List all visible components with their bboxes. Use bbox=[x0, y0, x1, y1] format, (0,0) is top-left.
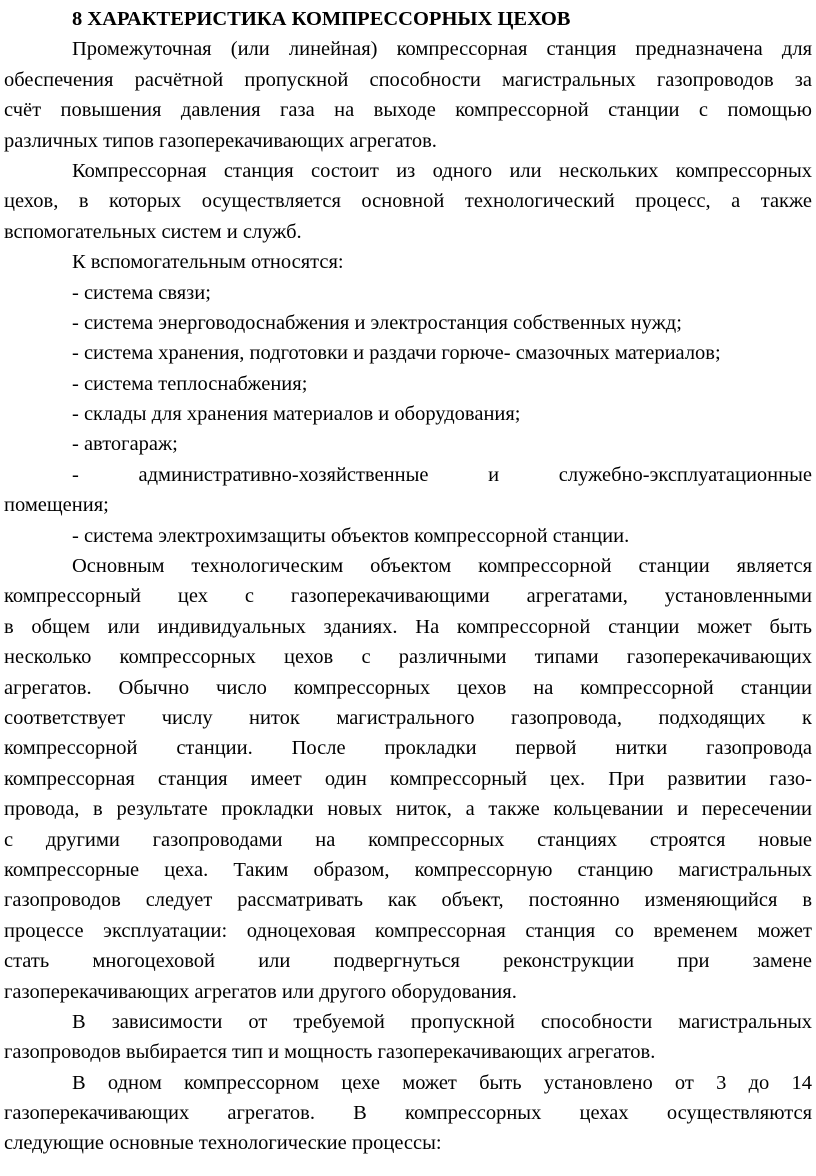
text-line: газопроводов следует рассматривать как объект, постоянно изменяющийся в bbox=[4, 889, 812, 912]
text-line: помещения; bbox=[4, 494, 109, 517]
text-line: - административно-хозяйственные и служебно-эксплуатационные bbox=[72, 463, 812, 486]
text-line: - система электрохимзащиты объектов компрессорной станции. bbox=[72, 524, 630, 547]
text-line: компрессорные цеха. Таким образом, компрессорную станцию магистральных bbox=[4, 858, 812, 881]
text-line: вспомогательных систем и служб. bbox=[4, 220, 302, 243]
text-line: - автогараж; bbox=[72, 433, 178, 456]
text-line: Промежуточная (или линейная) компрессорная станция предназначена для bbox=[72, 38, 812, 61]
text-line: с другими газопроводами на компрессорных станциях строятся новые bbox=[4, 828, 812, 851]
section-heading: 8 ХАРАКТЕРИСТИКА КОМПРЕССОРНЫХ ЦЕХОВ bbox=[72, 8, 571, 30]
text-line: соответствует числу ниток магистрального газопровода, подходящих к bbox=[4, 706, 812, 729]
text-line: агрегатов. Обычно число компрессорных цехов на компрессорной станции bbox=[4, 676, 812, 699]
text-line: несколько компрессорных цехов с различными типами газоперекачивающих bbox=[4, 646, 812, 669]
text-line: процессе эксплуатации: одноцеховая компрессорная станция со временем может bbox=[4, 919, 812, 942]
document-body bbox=[4, 34, 812, 1158]
text-line: - система хранения, подготовки и раздачи горюче- смазочных материалов; bbox=[72, 342, 721, 365]
text-line: следующие основные технологические процессы: bbox=[4, 1132, 442, 1155]
text-line: цехов, в которых осуществляется основной технологический процесс, а также bbox=[4, 190, 812, 213]
text-line: К вспомогательным относятся: bbox=[72, 251, 344, 274]
text-line: - система связи; bbox=[72, 281, 211, 304]
text-line: - склады для хранения материалов и оборудования; bbox=[72, 403, 521, 426]
text-line: компрессорной станции. После прокладки первой нитки газопровода bbox=[4, 737, 812, 760]
text-line: Основным технологическим объектом компрессорной станции является bbox=[72, 555, 812, 578]
text-line: счёт повышения давления газа на выходе компрессорной станции с помощью bbox=[4, 99, 812, 122]
text-line: стать многоцеховой или подвергнуться реконструкции при замене bbox=[4, 950, 812, 973]
text-line: газопроводов выбирается тип и мощность газоперекачивающих агрегатов. bbox=[4, 1041, 656, 1064]
text-line: обеспечения расчётной пропускной способности магистральных газопроводов за bbox=[4, 68, 812, 91]
text-line: в общем или индивидуальных зданиях. На компрессорной станции может быть bbox=[4, 615, 812, 638]
text-line: провода, в результате прокладки новых ниток, а также кольцевании и пересечении bbox=[4, 798, 812, 821]
text-line: газоперекачивающих агрегатов. В компрессорных цехах осуществляются bbox=[4, 1102, 812, 1125]
text-line: компрессорная станция имеет один компрессорный цех. При развитии газо- bbox=[4, 767, 812, 790]
text-line: различных типов газоперекачивающих агрегатов. bbox=[4, 129, 437, 152]
text-line: Компрессорная станция состоит из одного или нескольких компрессорных bbox=[72, 159, 812, 182]
text-line: компрессорный цех с газоперекачивающими агрегатами, установленными bbox=[4, 585, 812, 608]
text-line: газоперекачивающих агрегатов или другого оборудования. bbox=[4, 980, 517, 1003]
text-line: В зависимости от требуемой пропускной способности магистральных bbox=[72, 1010, 812, 1033]
text-line: - система теплоснабжения; bbox=[72, 372, 308, 395]
text-line: - система энерговодоснабжения и электростанция собственных нужд; bbox=[72, 311, 682, 334]
text-line: В одном компрессорном цехе может быть установлено от 3 до 14 bbox=[72, 1071, 812, 1094]
